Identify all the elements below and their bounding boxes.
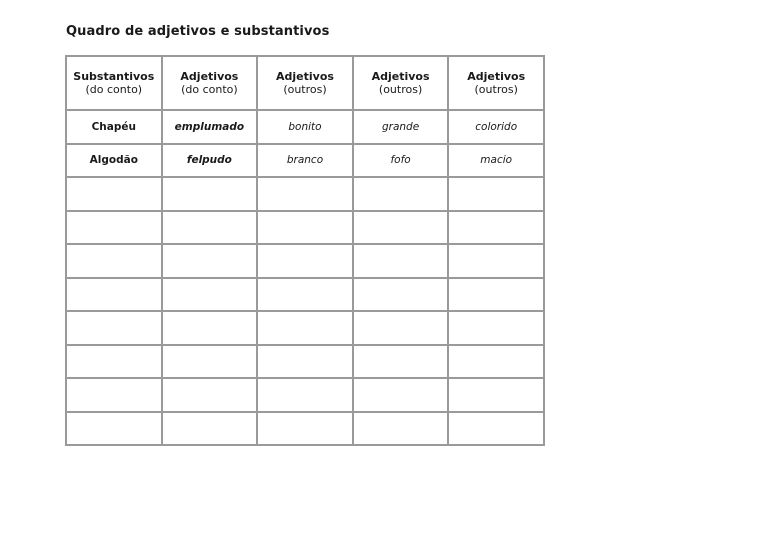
blank-cell[interactable] — [257, 177, 353, 211]
other-adjective-cell: macio — [448, 144, 544, 178]
empty-table-row — [66, 378, 544, 412]
blank-cell[interactable] — [353, 345, 449, 379]
blank-cell[interactable] — [162, 311, 258, 345]
empty-table-row — [66, 311, 544, 345]
empty-table-row — [66, 211, 544, 245]
noun-cell: Algodão — [66, 144, 162, 178]
other-adjective-cell: fofo — [353, 144, 449, 178]
table-row — [66, 110, 544, 144]
header-sublabel: (outros) — [474, 83, 518, 96]
header-label: Adjetivos — [276, 70, 334, 83]
blank-cell[interactable] — [257, 278, 353, 312]
other-adjective-cell: branco — [257, 144, 353, 178]
blank-cell[interactable] — [353, 412, 449, 446]
blank-cell[interactable] — [353, 211, 449, 245]
blank-cell[interactable] — [353, 311, 449, 345]
story-adjective-cell: emplumado — [162, 110, 258, 144]
blank-cell[interactable] — [162, 177, 258, 211]
blank-cell[interactable] — [66, 177, 162, 211]
header-cell-adjectives-other-2 — [353, 56, 449, 110]
blank-cell[interactable] — [448, 311, 544, 345]
blank-cell[interactable] — [353, 378, 449, 412]
header-cell-adjectives-story — [162, 56, 258, 110]
blank-cell[interactable] — [353, 278, 449, 312]
blank-cell[interactable] — [448, 345, 544, 379]
noun-cell: Chapéu — [66, 110, 162, 144]
blank-cell[interactable] — [66, 412, 162, 446]
blank-cell[interactable] — [448, 244, 544, 278]
other-adjective-cell: bonito — [257, 110, 353, 144]
other-adjective-cell: grande — [353, 110, 449, 144]
blank-cell[interactable] — [448, 177, 544, 211]
story-adjective-cell: felpudo — [162, 144, 258, 178]
header-label: Adjetivos — [371, 70, 430, 83]
blank-cell[interactable] — [162, 378, 258, 412]
blank-cell[interactable] — [257, 345, 353, 379]
blank-cell[interactable] — [162, 345, 258, 379]
empty-table-row — [66, 278, 544, 312]
empty-table-row — [66, 177, 544, 211]
blank-cell[interactable] — [162, 412, 258, 446]
blank-cell[interactable] — [257, 244, 353, 278]
blank-cell[interactable] — [162, 244, 258, 278]
blank-cell[interactable] — [257, 412, 353, 446]
empty-table-row — [66, 345, 544, 379]
blank-cell[interactable] — [448, 211, 544, 245]
blank-cell[interactable] — [257, 311, 353, 345]
blank-cell[interactable] — [448, 412, 544, 446]
header-cell-adjectives-other-3 — [448, 56, 544, 110]
empty-table-row — [66, 412, 544, 446]
empty-table-row — [66, 244, 544, 278]
header-cell-adjectives-other-1 — [257, 56, 353, 110]
blank-cell[interactable] — [66, 311, 162, 345]
blank-cell[interactable] — [66, 378, 162, 412]
header-sublabel: (do conto) — [85, 83, 143, 96]
header-sublabel: (outros) — [378, 83, 423, 96]
header-sublabel: (do conto) — [181, 83, 238, 96]
header-label: Adjetivos — [467, 70, 526, 83]
table-row — [66, 144, 544, 178]
table-header-row — [66, 56, 544, 110]
blank-cell[interactable] — [162, 211, 258, 245]
header-sublabel: (outros) — [283, 83, 327, 96]
blank-cell[interactable] — [353, 177, 449, 211]
header-cell-nouns-story — [66, 56, 162, 110]
blank-cell[interactable] — [66, 278, 162, 312]
blank-cell[interactable] — [257, 211, 353, 245]
blank-cell[interactable] — [353, 244, 449, 278]
adjectives-nouns-table — [65, 55, 545, 446]
header-label: Substantivos — [73, 70, 155, 83]
blank-cell[interactable] — [257, 378, 353, 412]
blank-cell[interactable] — [448, 278, 544, 312]
blank-cell[interactable] — [66, 244, 162, 278]
blank-cell[interactable] — [162, 278, 258, 312]
header-label: Adjetivos — [180, 70, 239, 83]
blank-cell[interactable] — [66, 211, 162, 245]
page-title: Quadro de adjetivos e substantivos — [66, 24, 330, 39]
blank-cell[interactable] — [448, 378, 544, 412]
other-adjective-cell: colorido — [448, 110, 544, 144]
blank-cell[interactable] — [66, 345, 162, 379]
